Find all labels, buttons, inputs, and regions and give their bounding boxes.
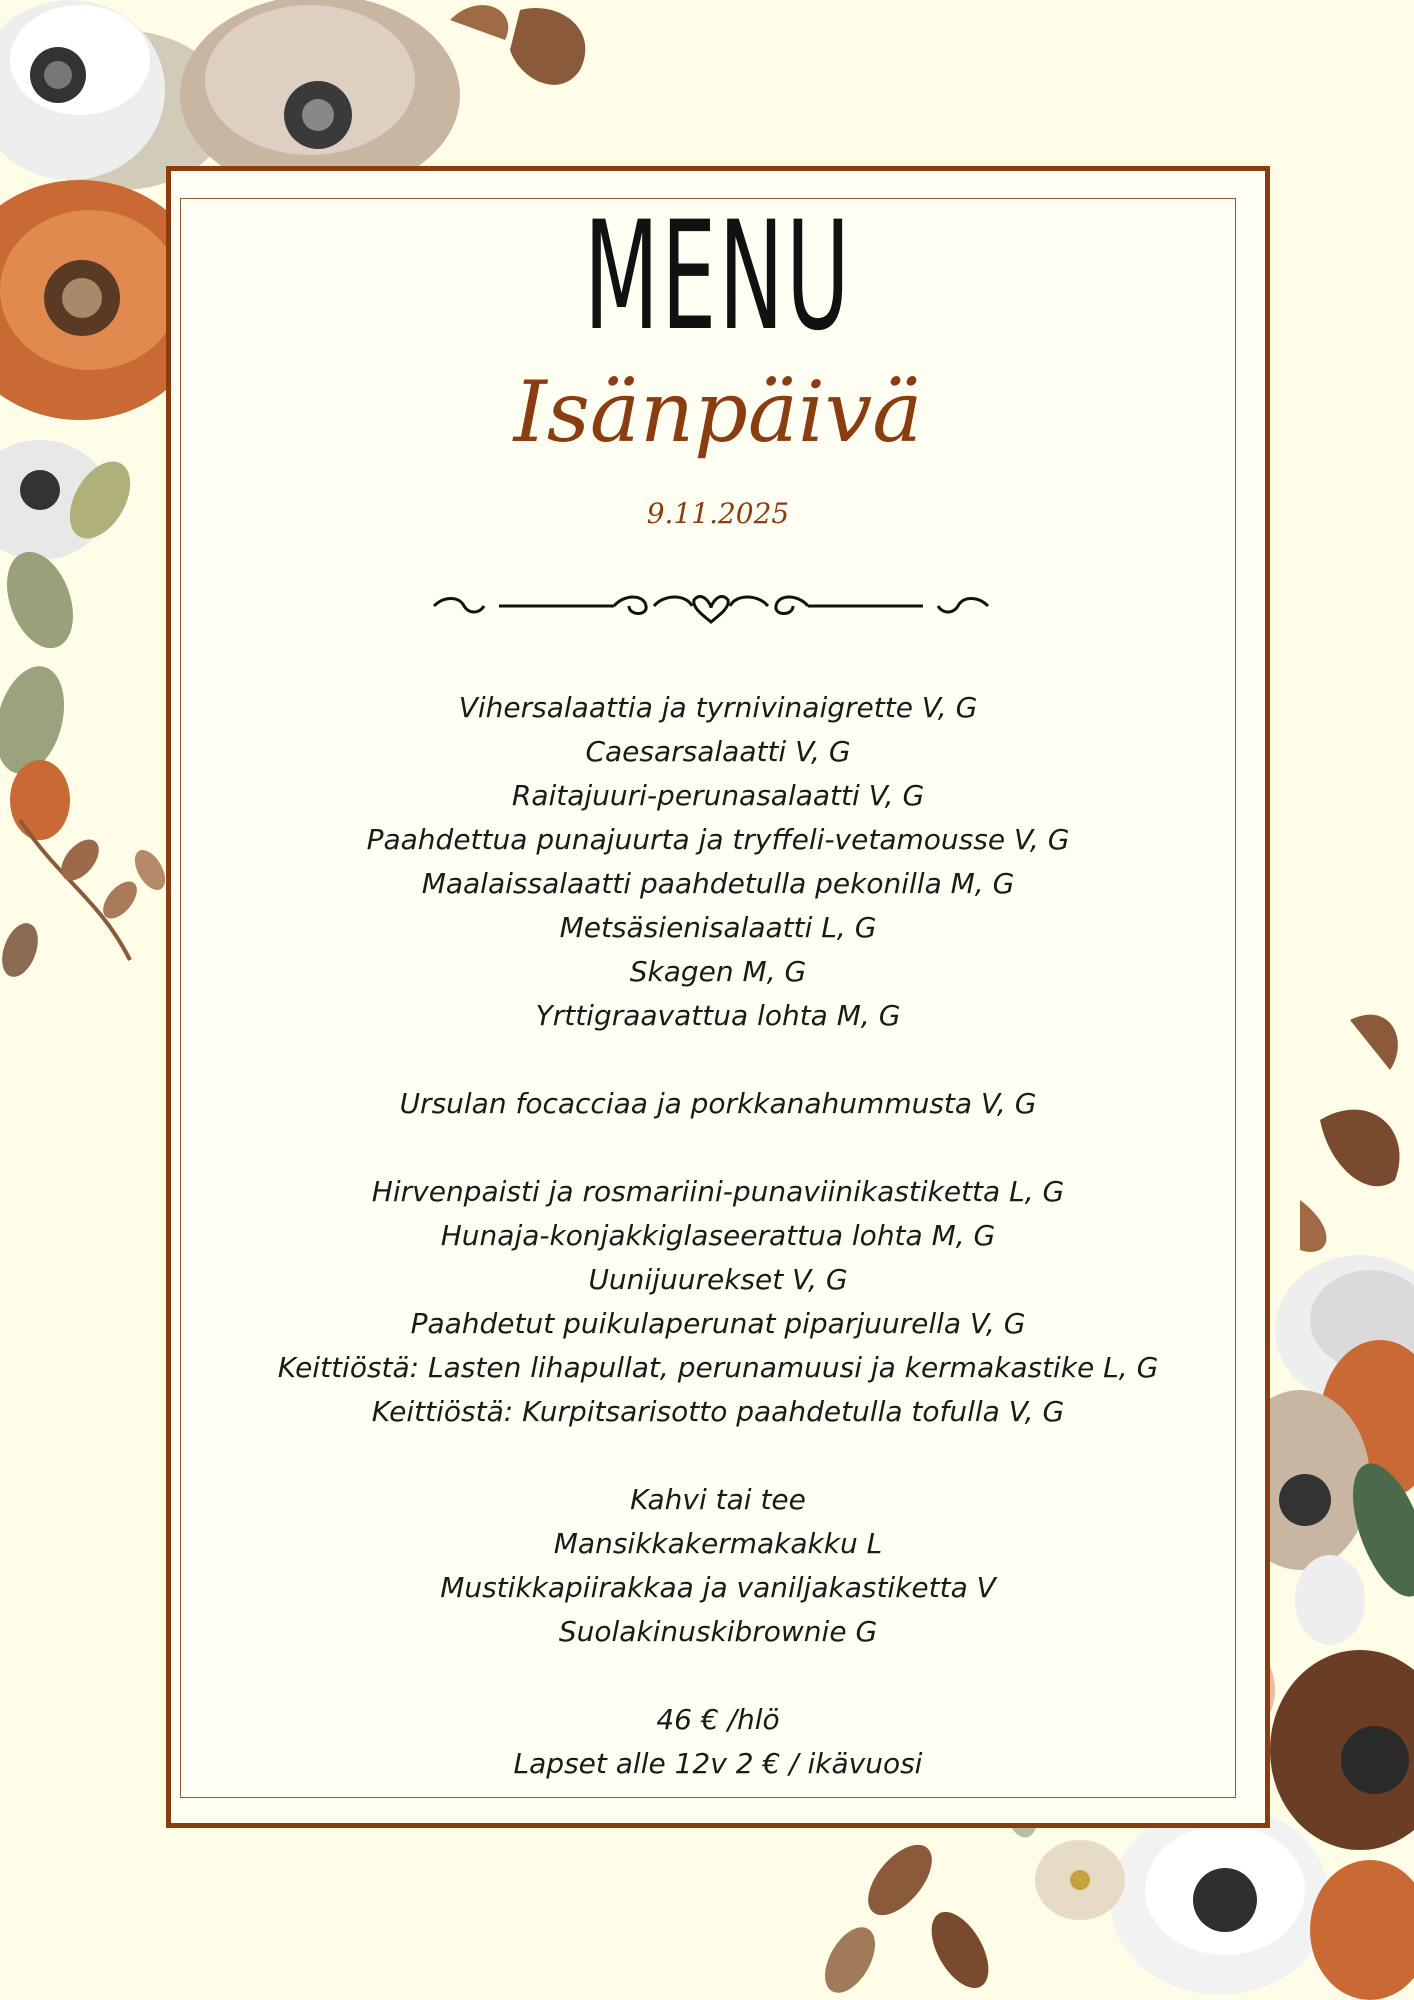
menu-item: Maalaissalaatti paahdetulla pekonilla M, G: [421, 867, 1015, 900]
ornamental-divider-icon: [424, 586, 998, 626]
menu-item: Skagen M, G: [629, 955, 807, 988]
menu-item: Hirvenpaisti ja rosmariini-punaviinikastiketta L, G: [371, 1175, 1065, 1208]
price-kids: Lapset alle 12v 2 € / ikävuosi: [513, 1747, 923, 1780]
price-adult: 46 € /hlö: [656, 1703, 780, 1736]
menu-item: Raitajuuri-perunasalaatti V, G: [511, 779, 925, 812]
menu-item: Metsäsienisalaatti L, G: [559, 911, 877, 944]
menu-item: Mansikkakermakakku L: [553, 1527, 883, 1560]
menu-item: Keittiöstä: Lasten lihapullat, perunamuusi ja kermakastike L, G: [277, 1351, 1159, 1384]
menu-item: Yrttigraavattua lohta M, G: [535, 999, 901, 1032]
menu-item: Uunijuurekset V, G: [588, 1263, 848, 1296]
menu-section-salads: [166, 686, 1270, 1038]
menu-subtitle: Isänpäivä: [513, 363, 923, 461]
menu-item: Paahdettua punajuurta ja tryffeli-vetamousse V, G: [366, 823, 1070, 856]
menu-section-mains: [166, 1170, 1270, 1434]
menu-item: Suolakinuskibrownie G: [558, 1615, 878, 1648]
menu-item: Mustikkapiirakkaa ja vaniljakastiketta V: [440, 1571, 996, 1604]
menu-title: MENU: [583, 190, 853, 364]
menu-item: Caesarsalaatti V, G: [585, 735, 851, 768]
menu-section-desserts: [166, 1478, 1270, 1654]
menu-item: Paahdetut puikulaperunat piparjuurella V, G: [410, 1307, 1026, 1340]
menu-items: [166, 686, 1270, 1786]
menu-item: Kahvi tai tee: [630, 1483, 806, 1516]
menu-item: Vihersalaattia ja tyrnivinaigrette V, G: [458, 691, 978, 724]
menu-section-bread: [166, 1082, 1270, 1126]
menu-item: Hunaja-konjakkiglaseerattua lohta M, G: [440, 1219, 996, 1252]
menu-date: 9.11.2025: [646, 497, 790, 530]
menu-content: [166, 166, 1270, 1828]
menu-item: Ursulan focacciaa ja porkkanahummusta V, G: [399, 1087, 1037, 1120]
menu-item: Keittiöstä: Kurpitsarisotto paahdetulla tofulla V, G: [371, 1395, 1065, 1428]
menu-pricing: [166, 1698, 1270, 1786]
